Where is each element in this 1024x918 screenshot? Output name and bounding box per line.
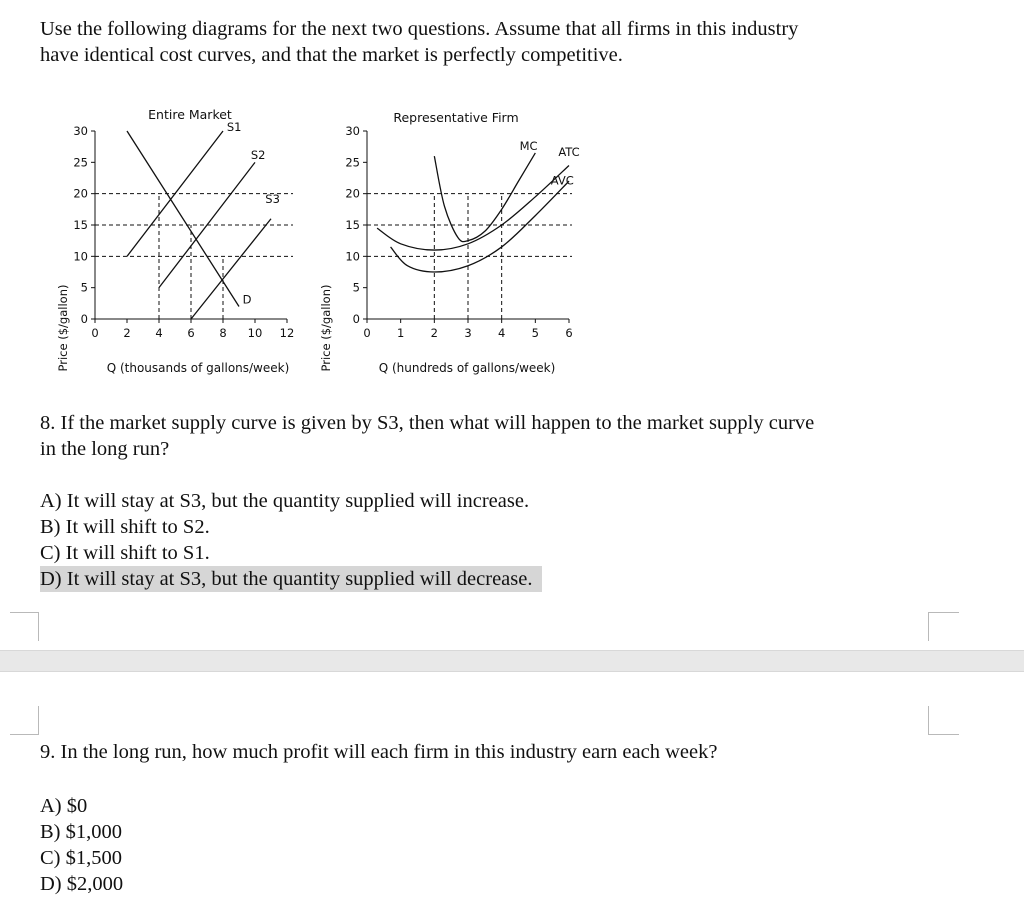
market-x-tick-label: 0: [91, 326, 99, 340]
market-d-curve: [127, 131, 239, 306]
firm-chart-title: Representative Firm: [393, 110, 519, 125]
market-chart: [45, 100, 320, 385]
market-y-tick-label: 20: [73, 186, 88, 201]
firm-x-tick-label: 3: [464, 326, 472, 340]
firm-x-tick-label: 6: [565, 326, 573, 340]
firm-y-tick-label: 10: [345, 249, 360, 264]
firm-x-axis-label: Q (hundreds of gallons/week): [378, 361, 556, 375]
firm-x-tick-label: 5: [531, 326, 539, 340]
firm-y-tick-label: 15: [345, 218, 360, 232]
question-8-line-1: 8. If the market supply curve is given by S3, then what will happen to the market supply curve: [40, 412, 815, 434]
market-x-tick-label: 10: [247, 326, 263, 340]
market-x-axis-label: Q (thousands of gallons/week): [106, 361, 290, 375]
market-s3-curve: [191, 219, 271, 319]
firm-atc-curve: [391, 181, 569, 272]
q9-option-d[interactable]: D) $2,000: [40, 873, 124, 895]
question-8-options: [40, 488, 542, 592]
firm-y-tick-label: 5: [352, 280, 360, 295]
page-corner-mark: [10, 706, 39, 735]
market-y-tick-label: 0: [80, 312, 88, 326]
market-x-tick-label: 8: [219, 326, 227, 340]
market-s1-label: S1: [226, 120, 242, 134]
market-s3-label: S3: [265, 192, 280, 207]
firm-chart: [310, 100, 600, 385]
question-9-options: [40, 793, 123, 897]
market-x-tick-label: 2: [123, 326, 131, 340]
q8-option-a[interactable]: A) It will stay at S3, but the quantity supplied will increase.: [40, 490, 530, 512]
firm-y-axis-label: Price ($/gallon): [319, 284, 333, 372]
market-y-axis-label: Price ($/gallon): [56, 284, 70, 372]
instructions: [40, 16, 940, 68]
question-8: [40, 410, 814, 462]
market-s2-label: S2: [250, 148, 266, 163]
firm-atc-label: ATC: [558, 145, 580, 160]
market-chart-title: Entire Market: [148, 107, 232, 122]
market-y-tick-label: 15: [73, 218, 88, 232]
firm-y-tick-label: 25: [345, 155, 360, 170]
market-y-tick-label: 10: [73, 249, 88, 264]
q8-option-b[interactable]: B) It will shift to S2.: [40, 516, 210, 538]
page-break: [0, 650, 1024, 672]
instructions-line-1: Use the following diagrams for the next two questions. Assume that all firms in this industry: [40, 18, 799, 40]
firm-y-tick-label: 0: [352, 312, 360, 326]
firm-y-tick-label: 20: [345, 186, 360, 201]
market-x-tick-label: 12: [279, 326, 295, 340]
firm-avc-curve: [377, 165, 569, 250]
market-y-tick-label: 30: [73, 124, 88, 138]
q8-option-d-selected[interactable]: D) It will stay at S3, but the quantity supplied will decrease.: [40, 566, 542, 592]
q9-option-c[interactable]: C) $1,500: [40, 847, 122, 869]
market-x-tick-label: 4: [155, 326, 163, 340]
question-9: 9. In the long run, how much profit will each firm in this industry earn each week?: [40, 741, 718, 763]
firm-x-tick-label: 4: [498, 326, 506, 340]
firm-x-tick-label: 0: [363, 326, 371, 340]
market-x-tick-label: 6: [187, 326, 195, 340]
q8-option-c[interactable]: C) It will shift to S1.: [40, 542, 210, 564]
instructions-line-2: have identical cost curves, and that the market is perfectly competitive.: [40, 44, 623, 66]
market-d-label: D: [242, 292, 252, 307]
market-y-tick-label: 5: [80, 280, 88, 295]
page-corner-mark: [10, 612, 39, 641]
q9-option-a[interactable]: A) $0: [40, 795, 88, 817]
market-y-tick-label: 25: [73, 155, 88, 170]
firm-y-tick-label: 30: [345, 124, 360, 138]
q9-option-b[interactable]: B) $1,000: [40, 821, 122, 843]
firm-x-tick-label: 2: [430, 326, 438, 340]
page-corner-mark: [928, 612, 959, 641]
firm-avc-label: AVC: [550, 173, 574, 188]
page-corner-mark: [928, 706, 959, 735]
firm-x-tick-label: 1: [397, 326, 405, 340]
firm-mc-label: MC: [519, 138, 538, 153]
firm-mc-curve: [434, 153, 535, 242]
question-8-line-2: in the long run?: [40, 438, 170, 460]
